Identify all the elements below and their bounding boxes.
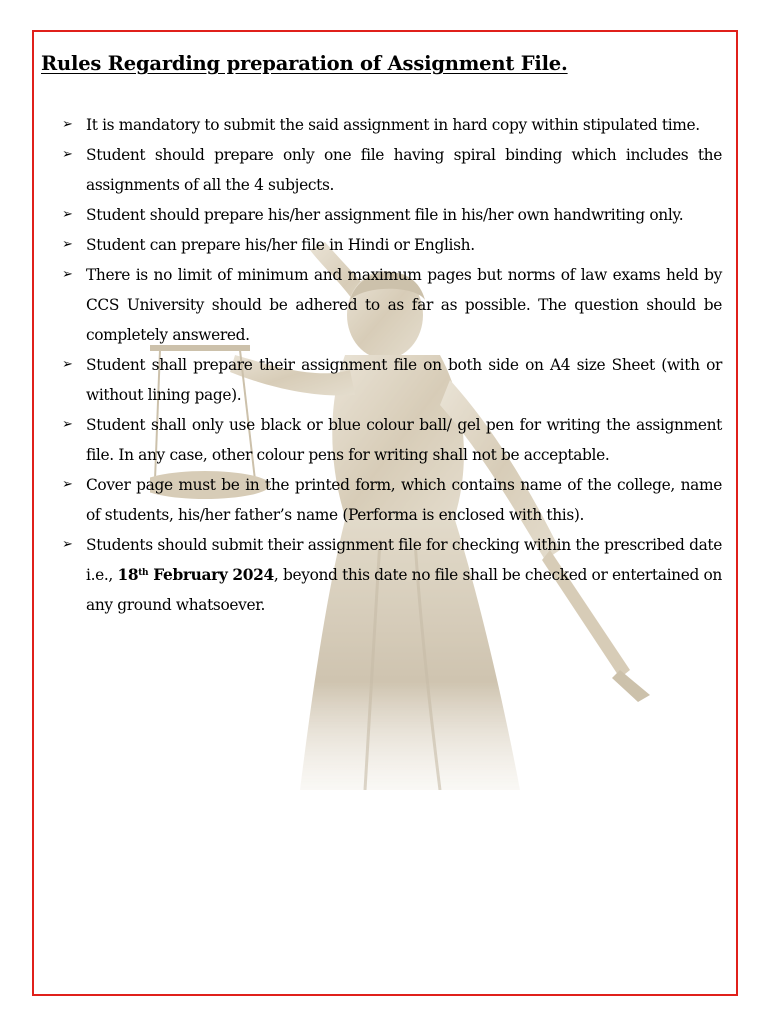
page-title: Rules Regarding preparation of Assignment File. [41, 52, 568, 75]
arrowhead-bullet-icon: ➢ [62, 477, 73, 492]
rule-text: There is no limit of minimum and maximum pages but norms of law exams held by CCS University should be adhered to as far as possible. The question should be completely answered. [86, 266, 722, 344]
list-item [62, 470, 722, 530]
arrowhead-bullet-icon: ➢ [62, 117, 73, 132]
rule-text: Cover page must be in the printed form, which contains name of the college, name of students, his/her father’s name (Performa is enclosed with this). [86, 476, 722, 524]
list-item [62, 140, 722, 200]
list-item [62, 200, 722, 230]
list-item [62, 260, 722, 350]
arrowhead-bullet-icon: ➢ [62, 267, 73, 282]
rule-text-after: , beyond this date no file shall be checked or entertained on any ground whatsoever. [86, 566, 722, 614]
arrowhead-bullet-icon: ➢ [62, 237, 73, 252]
deadline-day: 18 [117, 566, 139, 584]
arrowhead-bullet-icon: ➢ [62, 357, 73, 372]
deadline-date [118, 566, 274, 584]
arrowhead-bullet-icon: ➢ [62, 207, 73, 222]
deadline-month-year: February 2024 [148, 566, 274, 584]
arrowhead-bullet-icon: ➢ [62, 147, 73, 162]
rule-text-deadline [86, 530, 722, 620]
rule-text: It is mandatory to submit the said assignment in hard copy within stipulated time. [86, 116, 700, 134]
rule-text: Student shall prepare their assignment file on both side on A4 size Sheet (with or without lining page). [86, 356, 722, 404]
rule-text: Student should prepare only one file having spiral binding which includes the assignments of all the 4 subjects. [86, 146, 722, 194]
rule-text: Student should prepare his/her assignment file in his/her own handwriting only. [86, 206, 684, 224]
list-item [62, 110, 722, 140]
rule-text: Student can prepare his/her file in Hindi or English. [86, 236, 475, 254]
arrowhead-bullet-icon: ➢ [62, 537, 73, 552]
deadline-day-suffix: th [138, 568, 149, 578]
rule-text: Student shall only use black or blue colour ball/ gel pen for writing the assignment file. In any case, other colour pens for writing shall not be acceptable. [86, 416, 722, 464]
list-item [62, 230, 722, 260]
list-item [62, 350, 722, 410]
rules-list [62, 110, 722, 620]
list-item [62, 530, 722, 620]
arrowhead-bullet-icon: ➢ [62, 417, 73, 432]
rule-text-before: Students should submit their assignment file for checking within the prescribed date i.e., [86, 536, 722, 584]
list-item [62, 410, 722, 470]
